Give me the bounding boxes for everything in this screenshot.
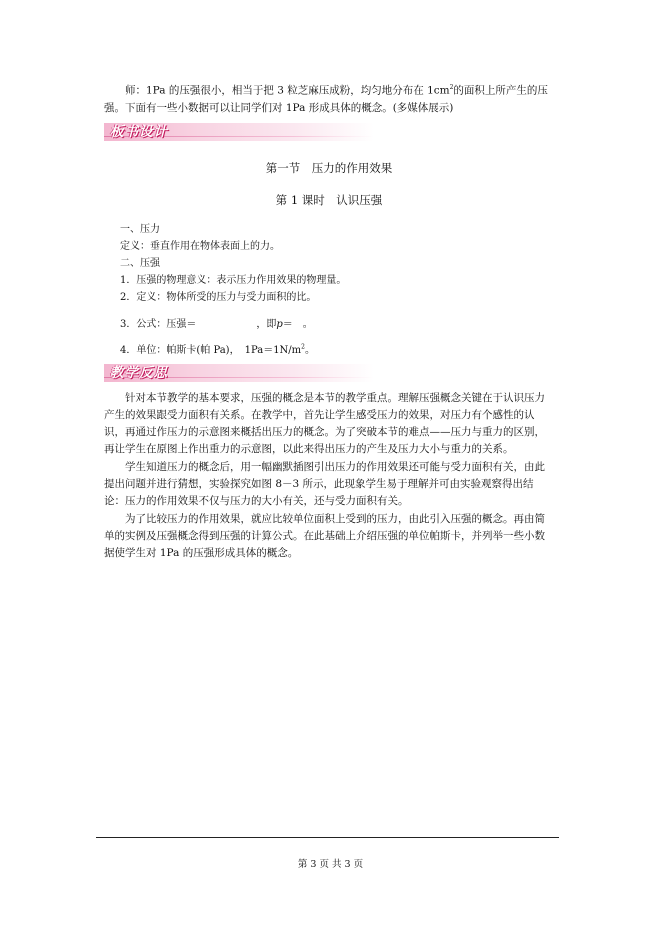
outline-formula xyxy=(120,315,313,330)
board-design-heading: 板书设计 xyxy=(110,124,168,140)
reflection-paragraph-3: 为了比较压力的作用效果，就应比较单位面积上受到的压力，由此引入压强的概念。再由简单的实例及压强概念得到压强的计算公式。在此基础上介绍压强的单位帕斯卡，并列举一些小数据使学生对 1Pa 的压强形成具体的概念。 xyxy=(104,513,545,559)
intro-paragraph xyxy=(104,79,554,117)
outline-definition-pressure: 2．定义：物体所受的压力与受力面积的比。 xyxy=(120,292,317,303)
reflection-banner xyxy=(104,364,374,382)
reflection-paragraph-1: 针对本节教学的基本要求，压强的概念是本节的教学重点。理解压强概念关键在于认识压力产生的效果跟受力面积有关系。在教学中，首先让学生感受压力的效果，对压力有个感性的认识，再通过作压力的示意图来概括出压力的概念。为了突破本节的难点——压力与重力的区别，再让学生在原图上作出重力的示意图，以此来得出压力的产生及压力大小与重力的关系。 xyxy=(104,392,545,455)
formula-label: 3．公式：压强＝ xyxy=(120,319,197,330)
intro-text-b: 的面积上所产生的压强。下面有一些小数据可以让同学们对 1Pa 形成具体的概念。(多媒体展示) xyxy=(104,84,548,114)
reflection-heading: 教学反思 xyxy=(110,365,168,381)
intro-text-a: 师：1Pa 的压强很小，相当于把 3 粒芝麻压成粉，均匀地分布在 1cm xyxy=(125,84,450,97)
unit-end: 。 xyxy=(304,345,315,356)
outline-definition-force: 定义：垂直作用在物体表面上的力。 xyxy=(120,241,280,252)
intro-superscript: 2 xyxy=(449,84,454,91)
outline-heading-force: 一、压力 xyxy=(120,224,160,235)
formula-connector: ，即 xyxy=(256,319,277,330)
section-title: 第一节 压力的作用效果 xyxy=(265,161,393,175)
formula-symbol-p: p xyxy=(276,319,283,330)
formula-equals: ＝ 。 xyxy=(282,319,313,330)
page-number-footer: 第 3 页 共 3 页 xyxy=(297,859,364,870)
reflection-paragraph-2: 学生知道压力的概念后，用一幅幽默插图引出压力的作用效果还可能与受力面积有关，由此提出问题并进行猜想，实验探究如图 8－3 所示，此现象学生易于理解并可由实验观察得出结论：压力的作用效果不仅与压力的大小有关，还与受力面积有关。 xyxy=(104,461,545,507)
lesson-subtitle: 第 1 课时 认识压强 xyxy=(275,193,383,207)
unit-superscript: 2 xyxy=(301,343,305,351)
footer-divider xyxy=(96,837,559,838)
outline-meaning: 1．压强的物理意义：表示压力作用效果的物理量。 xyxy=(120,275,347,286)
board-design-banner xyxy=(104,123,374,141)
outline-heading-pressure: 二、压强 xyxy=(120,258,160,269)
unit-text: 4．单位：帕斯卡(帕 Pa)， 1Pa＝1N/m xyxy=(120,345,302,356)
outline-unit xyxy=(120,341,315,356)
